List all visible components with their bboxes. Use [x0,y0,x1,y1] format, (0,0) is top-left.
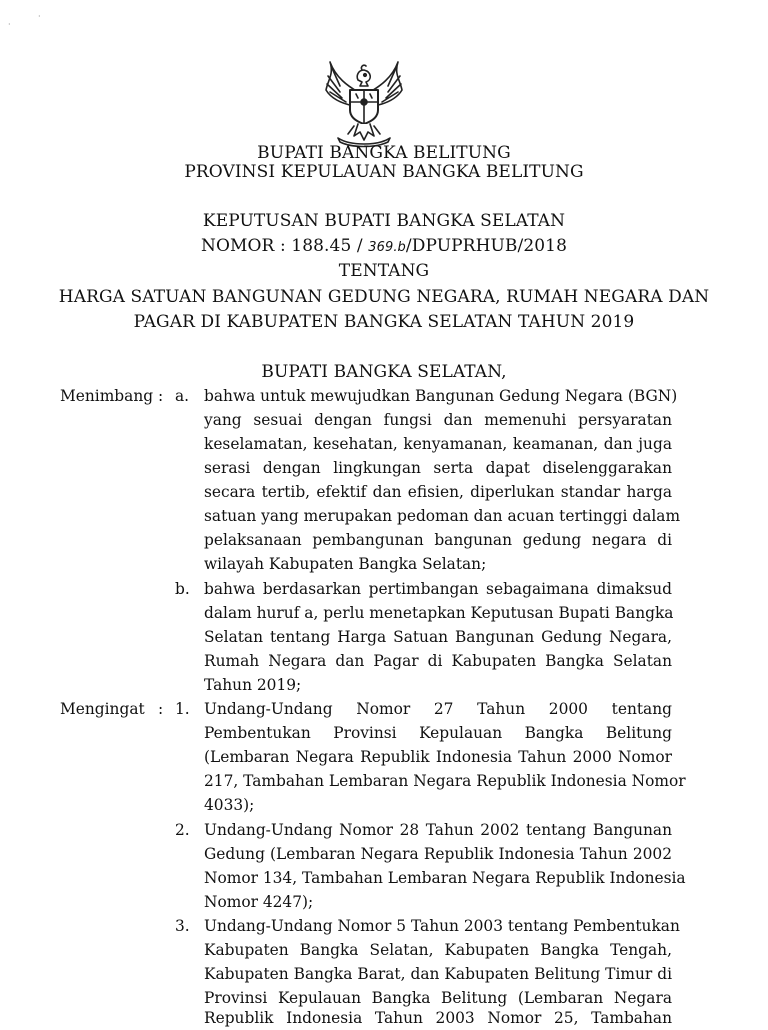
decree-subject-line-1: HARGA SATUAN BANGUNAN GEDUNG NEGARA, RUMAH NEGARA DAN [58,287,710,307]
reference-2-marker: 2. [175,821,190,839]
consideration-a-marker: a. [175,387,190,405]
reference-2-line: Nomor 4247); [204,893,314,911]
reference-2-line: Nomor 134, Tambahan Lembaran Negara Republik Indonesia [204,869,686,887]
reference-1-marker: 1. [175,700,190,718]
consideration-a-line: keselamatan, kesehatan, kenyamanan, keamanan, dan juga [204,435,672,453]
reference-1-line: Undang-Undang Nomor 27 Tahun 2000 tentang [204,700,672,718]
reference-1-line: (Lembaran Negara Republik Indonesia Tahun 2000 Nomor [204,748,672,766]
reference-3-line: Kabupaten Bangka Barat, dan Kabupaten Belitung Timur di [204,965,672,983]
scan-artifact: · [8,20,11,29]
reference-3-line: Undang-Undang Nomor 5 Tahun 2003 tentang Pembentukan [204,917,680,935]
reference-3-line: Republik Indonesia Tahun 2003 Nomor 25, Tambahan [204,1009,672,1027]
consideration-b-line: bahwa berdasarkan pertimbangan sebagaimana dimaksud [204,580,672,598]
reference-3-line: Kabupaten Bangka Selatan, Kabupaten Bangka Tengah, [204,941,672,959]
decree-title: KEPUTUSAN BUPATI BANGKA SELATAN [202,211,566,231]
consideration-a-line: satuan yang merupakan pedoman dan acuan tertinggi dalam [204,507,681,525]
consideration-a-line: secara tertib, efektif dan efisien, diperlukan standar harga [204,483,672,501]
consideration-a-line: wilayah Kabupaten Bangka Selatan; [204,555,487,573]
decree-issuer: BUPATI BANGKA SELATAN, [261,362,507,382]
menimbang-label: Menimbang [60,387,154,405]
decree-number-prefix: NOMOR : 188.45 / [200,236,369,256]
consideration-b-marker: b. [175,580,190,598]
decree-number [0,235,768,259]
reference-2-line: Undang-Undang Nomor 28 Tahun 2002 tentang Bangunan [204,821,672,839]
decree-about: TENTANG [338,261,430,281]
consideration-b-line: Selatan tentang Harga Satuan Bangunan Gedung Negara, [204,628,672,646]
mengingat-colon: : [158,700,164,718]
scan-artifact: · [38,12,41,21]
decree-number-suffix: /DPUPRHUB/2018 [405,236,568,256]
consideration-a-line: serasi dengan lingkungan serta dapat diselenggarakan [204,459,672,477]
reference-3-line: Provinsi Kepulauan Bangka Belitung (Lembaran Negara [204,989,672,1007]
province-heading: PROVINSI KEPULAUAN BANGKA BELITUNG [184,162,584,182]
consideration-b-line: dalam huruf a, perlu menetapkan Keputusan Bupati Bangka [204,604,674,622]
consideration-b-line: Tahun 2019; [204,676,302,694]
consideration-a-line: yang sesuai dengan fungsi dan memenuhi persyaratan [204,411,672,429]
consideration-a-line: pelaksanaan pembangunan bangunan gedung negara di [204,531,672,549]
decree-subject-line-2: PAGAR DI KABUPATEN BANGKA SELATAN TAHUN 2019 [133,312,635,332]
reference-1-line: Pembentukan Provinsi Kepulauan Bangka Belitung [204,724,672,742]
reference-1-line: 4033); [204,796,255,814]
garuda-pancasila-emblem-icon [318,56,410,148]
reference-2-line: Gedung (Lembaran Negara Republik Indonesia Tahun 2002 [204,845,672,863]
issuer-heading: BUPATI BANGKA BELITUNG [257,143,511,163]
consideration-b-line: Rumah Negara dan Pagar di Kabupaten Bangka Selatan [204,652,672,670]
mengingat-label: Mengingat [60,700,145,718]
decree-number-handwritten: 369.b [368,240,406,255]
menimbang-colon: : [158,387,164,405]
reference-1-line: 217, Tambahan Lembaran Negara Republik Indonesia Nomor [204,772,686,790]
reference-3-marker: 3. [175,917,190,935]
consideration-a-line: bahwa untuk mewujudkan Bangunan Gedung Negara (BGN) [204,387,678,405]
